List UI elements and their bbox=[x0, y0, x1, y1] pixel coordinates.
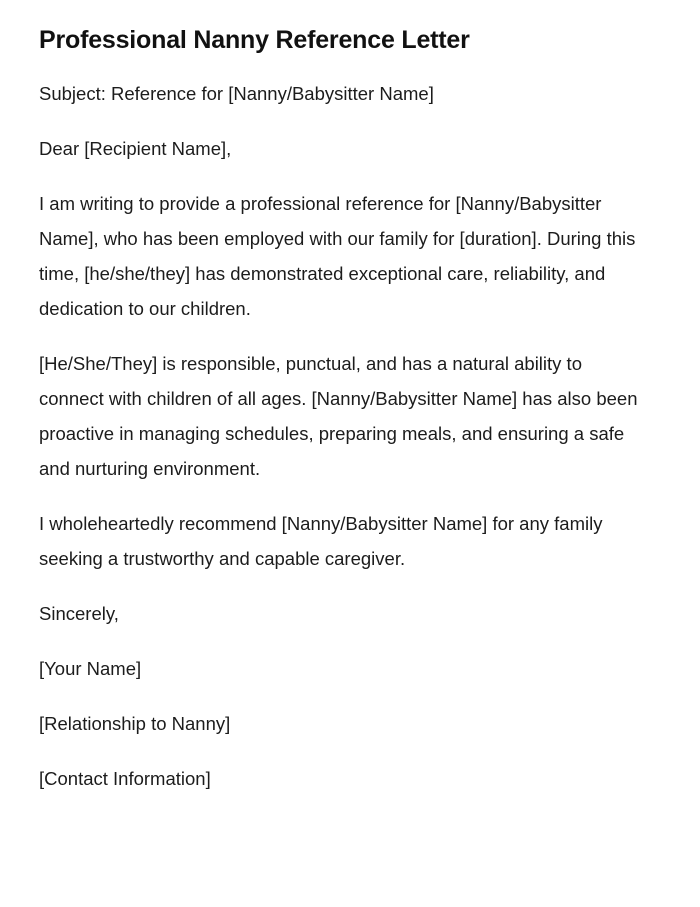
letter-salutation: Dear [Recipient Name], bbox=[39, 138, 232, 159]
letter-paragraph-intro: I am writing to provide a professional reference for [Nanny/Babysitter Name], who has been employed with our family for [duration]. During this time, [he/she/they] has demonstrated exceptional care, reliability, and dedication to our children. bbox=[39, 193, 636, 319]
letter-signature-name: [Your Name] bbox=[39, 658, 142, 679]
letter-paragraph-recommendation: I wholeheartedly recommend [Nanny/Babysitter Name] for any family seeking a trustworthy and capable caregiver. bbox=[39, 513, 603, 569]
letter-subject-line: Subject: Reference for [Nanny/Babysitter Name] bbox=[39, 83, 434, 104]
letter-closing: Sincerely, bbox=[39, 603, 119, 624]
letter-signature-contact: [Contact Information] bbox=[39, 768, 211, 789]
letter-signature-relationship: [Relationship to Nanny] bbox=[39, 713, 231, 734]
page-title: Professional Nanny Reference Letter bbox=[39, 26, 470, 54]
letter-body bbox=[39, 0, 640, 796]
letter-paragraph-qualities: [He/She/They] is responsible, punctual, and has a natural ability to connect with children of all ages. [Nanny/Babysitter Name] has also been proactive in managing schedules, preparing meals, and ensuring a safe and nurturing environment. bbox=[39, 353, 638, 479]
